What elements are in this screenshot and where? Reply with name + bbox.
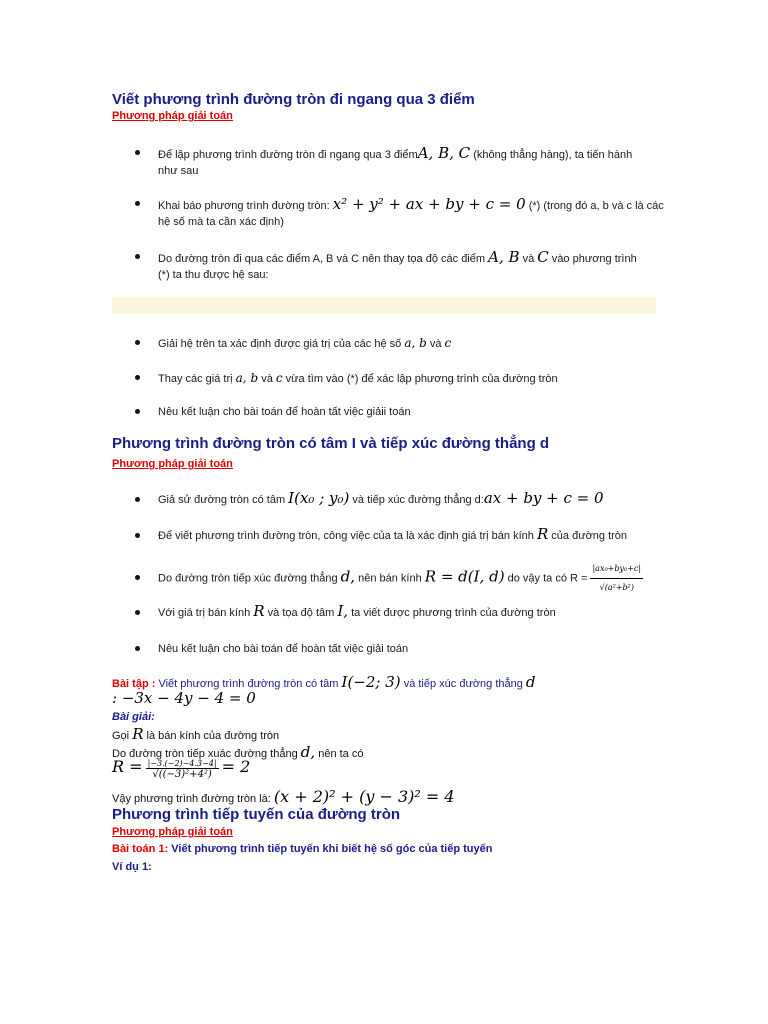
math-expression: d: [525, 673, 536, 691]
math-expression: I(−2; 3): [341, 673, 401, 691]
bullet-item: [158, 525, 627, 545]
bullet-text: Giải hệ trên ta xác định được giá trị của các hệ số: [158, 338, 402, 350]
math-expression: = 2: [221, 757, 251, 776]
solution-text: Vậy phương trình đường tròn là:: [112, 793, 271, 805]
math-expression: x² + y² + ax + by + c = 0: [332, 195, 526, 213]
math-expression: ax + by + c = 0: [483, 489, 604, 507]
method-heading[interactable]: Phương pháp giải toán: [112, 826, 233, 838]
math-expression: A, B, C: [417, 144, 471, 162]
bullet-text: và tọa độ tâm: [267, 607, 335, 619]
bullet-dot: [135, 575, 140, 580]
solution-text: là bán kính của đường tròn: [146, 730, 280, 742]
bullet-item: Nêu kết luận cho bài toán để hoàn tất việc giải toán: [158, 643, 409, 655]
math-expression: C: [537, 248, 549, 266]
fraction-denominator: √((−3)²+4²): [152, 768, 212, 780]
section-title-circle-3-points: Viết phương trình đường tròn đi ngang qua 3 điểm: [112, 91, 475, 108]
bullet-line-2: như sau: [158, 165, 199, 177]
math-expression: c: [275, 371, 283, 385]
exercise-text: Viết phương trình đường tròn có tâm: [158, 678, 339, 690]
bullet-item: [158, 489, 604, 509]
math-expression: d,: [340, 567, 356, 586]
bullet-text: vào phương trình: [551, 253, 637, 265]
bullet-dot: [135, 497, 140, 502]
math-expression: R: [536, 525, 549, 543]
bullet-text: (không thẳng hàng), ta tiến hành: [473, 149, 633, 161]
math-expression: R: [253, 602, 265, 620]
math-expression: d,: [300, 743, 316, 761]
math-expression: I(x₀ ; y₀): [288, 489, 350, 507]
exercise-label: Bài tập :: [112, 678, 156, 690]
bullet-dot: [135, 375, 140, 380]
bullet-text: Do đường tròn tiếp xúc đường thẳng: [158, 572, 338, 585]
fraction-numerator: |ax₀+by₀+c|: [590, 560, 643, 579]
bullet-text: Để lập phương trình đường tròn đi ngang qua 3 điểm: [158, 149, 418, 161]
bullet-text: Giả sử đường tròn có tâm: [158, 494, 286, 506]
solution-line: [112, 787, 455, 806]
bullet-dot: [135, 254, 140, 259]
bullet-text: và tiếp xúc đường thẳng d:: [352, 494, 484, 506]
bullet-dot: [135, 150, 140, 155]
problem-line: [112, 843, 492, 855]
bullet-item: [158, 334, 451, 353]
exercise-text: và tiếp xúc đường thẳng: [403, 678, 523, 690]
math-expression: A, B: [488, 248, 520, 266]
bullet-line-2: (*) ta thu được hệ sau:: [158, 269, 269, 281]
bullet-item: [158, 369, 558, 388]
bullet-item: [158, 602, 556, 622]
equation-system-placeholder: [112, 297, 656, 314]
solution-text: Gọi: [112, 730, 130, 742]
radius-calc-fraction: [146, 759, 219, 780]
solution-text: nên ta có: [318, 748, 364, 760]
math-expression: c: [444, 336, 452, 350]
radius-formula-fraction: [590, 560, 643, 597]
bullet-text: và: [522, 253, 535, 265]
bullet-text: của đường tròn: [551, 530, 628, 542]
section-title-tangent-line: Phương trình tiếp tuyến của đường tròn: [112, 806, 401, 823]
bullet-dot: [135, 533, 140, 538]
bullet-text: Để viết phương trình đường tròn, công việc của ta là xác định giá trị bán kính: [158, 530, 534, 542]
bullet-item: [158, 195, 664, 215]
bullet-text: Khai báo phương trình đường tròn:: [158, 200, 330, 212]
bullet-dot: [135, 646, 140, 651]
solution-text: Do đường tròn tiếp xuác đường thẳng: [112, 748, 298, 760]
math-expression: R = d(I, d): [424, 567, 505, 586]
bullet-text: ta viết được phương trình của đường tròn: [351, 607, 556, 619]
bullet-item: [158, 560, 643, 597]
section-title-circle-tangent-line: Phương trình đường tròn có tâm I và tiếp xúc đường thẳng d: [112, 435, 550, 452]
math-expression: R =: [112, 757, 143, 776]
math-expression: (x + 2)² + (y − 3)² = 4: [273, 787, 455, 806]
bullet-item: [158, 248, 637, 268]
bullet-item: [158, 144, 632, 164]
bullet-text: và: [261, 373, 273, 385]
solution-line: [112, 725, 279, 743]
bullet-text: do vậy ta có R =: [507, 572, 588, 585]
math-expression: a, b: [235, 371, 259, 385]
problem-label: Bài toán 1:: [112, 843, 169, 855]
bullet-text: vừa tìm vào (*) để xác lập phương trình của đường tròn: [285, 373, 558, 385]
bullet-dot: [135, 201, 140, 206]
bullet-dot: [135, 409, 140, 414]
math-expression: I,: [337, 602, 349, 620]
bullet-text: (*) (trong đó a, b và c là các: [528, 200, 664, 212]
bullet-text: và: [429, 338, 442, 350]
method-heading[interactable]: Phương pháp giải toán: [112, 110, 233, 122]
bullet-text: Với giá trị bán kính: [158, 607, 251, 619]
bullet-item: Nêu kết luận cho bài toán để hoàn tất việc giảii toán: [158, 406, 411, 418]
math-expression: a, b: [404, 336, 427, 350]
problem-text: Viết phương trình tiếp tuyến khi biết hệ số góc của tiếp tuyến: [171, 843, 493, 855]
method-heading[interactable]: Phương pháp giải toán: [112, 458, 233, 470]
bullet-dot: [135, 610, 140, 615]
radius-calculation: [112, 757, 250, 780]
fraction-denominator: √(a²+b²): [599, 583, 634, 592]
bullet-text: Thay các giá trị: [158, 373, 233, 385]
solution-label: Bài giải:: [112, 711, 155, 723]
fraction-numerator: |−3.(−2)−4.3−4|: [147, 758, 217, 768]
math-expression: R: [132, 725, 144, 743]
bullet-dot: [135, 340, 140, 345]
example-label: Ví dụ 1:: [112, 861, 152, 873]
bullet-line-2: hệ số mà ta cần xác định): [158, 216, 284, 228]
bullet-text: Do đường tròn đi qua các điểm A, B và C nên thay tọa độ các điểm: [158, 253, 486, 265]
math-expression: : −3x − 4y − 4 = 0: [112, 689, 256, 707]
exercise-line-2: [112, 689, 256, 707]
bullet-text: nên bán kính: [358, 572, 422, 585]
